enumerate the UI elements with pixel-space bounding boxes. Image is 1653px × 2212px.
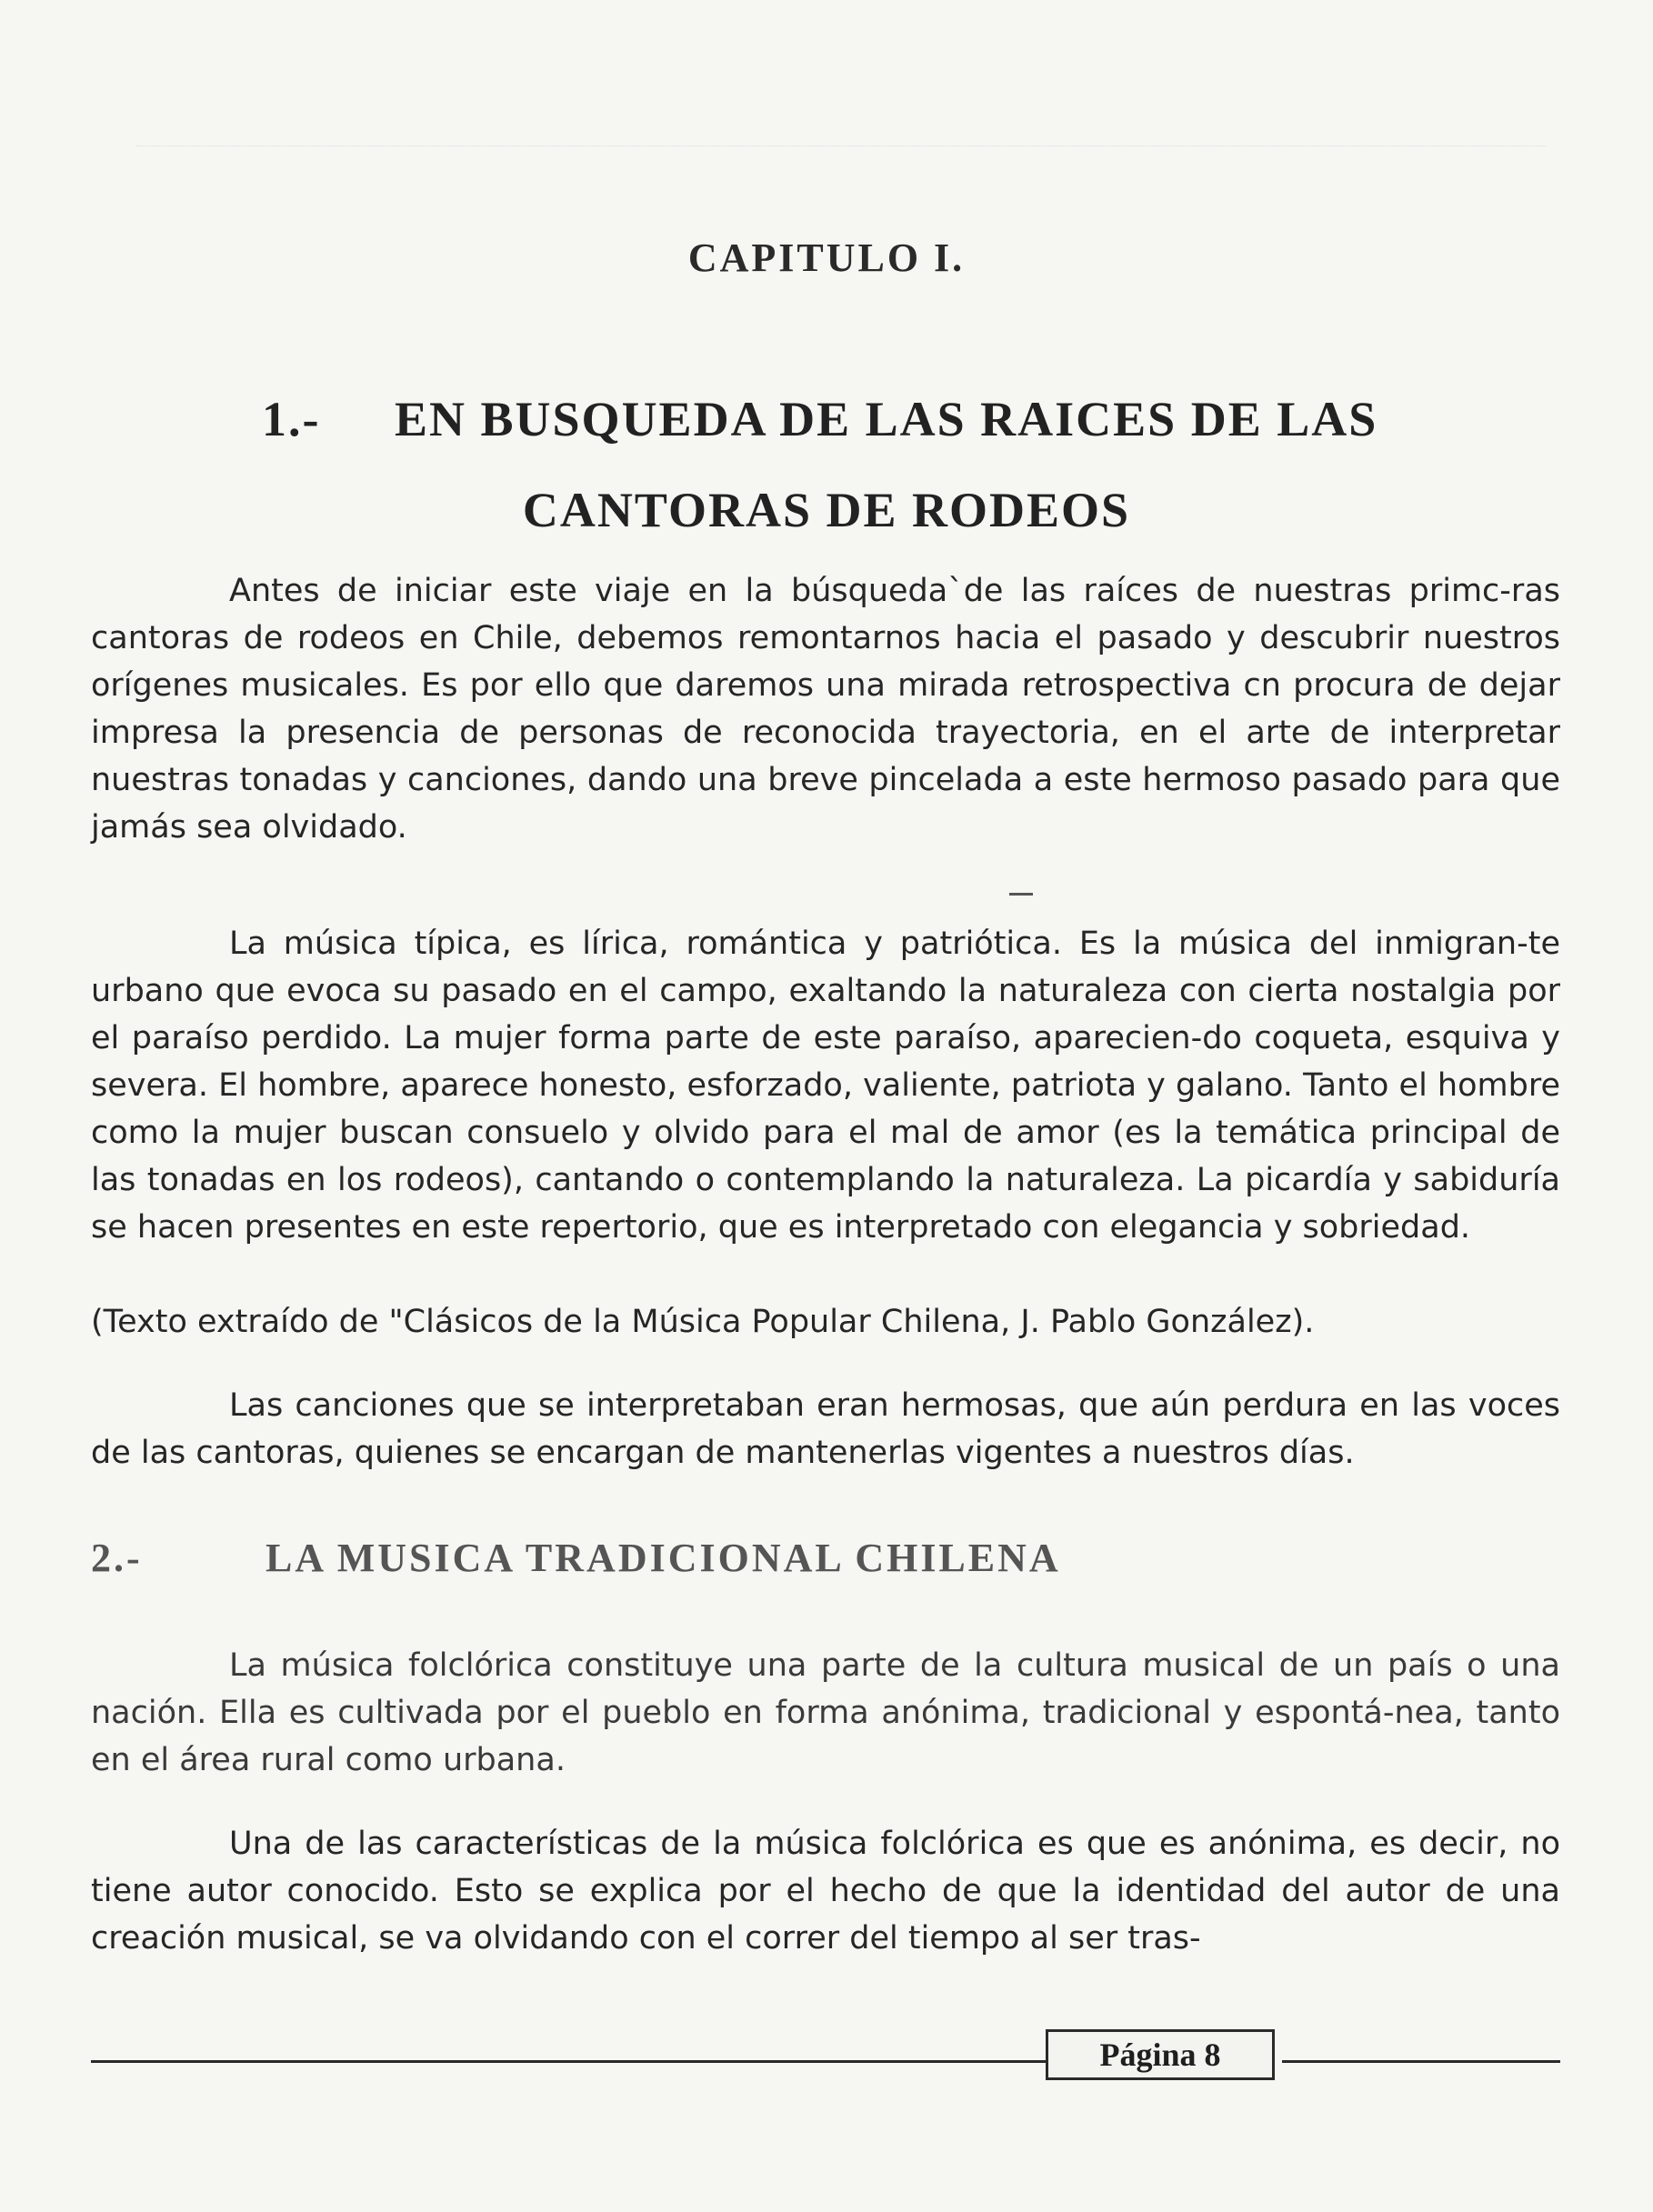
footer-rule-left bbox=[91, 2060, 1046, 2063]
section-2-title: LA MUSICA TRADICIONAL CHILENA bbox=[265, 1536, 1061, 1580]
scan-artifact bbox=[136, 145, 1546, 163]
section-1-number: 1.- bbox=[262, 392, 321, 446]
chapter-title: CAPITULO I. bbox=[687, 235, 966, 280]
paragraph-source-note: (Texto extraído de "Clásicos de la Música Popular Chilena, J. Pablo González). bbox=[91, 1304, 1315, 1340]
paragraph-musica-tipica: La música típica, es lírica, romántica y patriótica. Es la música del inmigran-te urbano que evoca su pasado en el campo, exaltando la naturaleza con cierta nostalgia por el paraíso perdido. La mujer forma parte de este paraíso, aparecien-do coqueta, esquiva y severa. El hombre, aparece honesto, esforzado, valiente, patriota y galano. Tanto el hombre como la mujer buscan consuelo y olvido para el mal de amor (es la temática principal de las tonadas en los rodeos), cantando o contemplando la naturaleza. La picardía y sabiduría se hacen presentes en este repertorio, que es interpretado con elegancia y sobriedad. bbox=[91, 926, 1560, 1246]
paragraph-caracteristicas: Una de las características de la música folclórica es que es anónima, es decir, no tiene autor conocido. Esto se explica por el hecho de que la identidad del autor de una creación musical, se va olvidando con el correr del tiempo al ser tras- bbox=[91, 1826, 1560, 1957]
dash-mark bbox=[1009, 893, 1033, 896]
paragraph-intro: Antes de iniciar este viaje en la búsqueda`de las raíces de nuestras primc-ras cantoras de rodeos en Chile, debemos remontarnos hacia el pasado y descubrir nuestros orígenes musicales. Es por ello que daremos una mirada retrospectiva cn procura de dejar impresa la presencia de personas de reconocida trayectoria, en el arte de interpretar nuestras tonadas y canciones, dando una breve pincelada a este hermoso pasado para que jamás sea olvidado. bbox=[91, 573, 1560, 846]
page-footer bbox=[91, 2029, 1560, 2080]
footer-rule-right bbox=[1282, 2060, 1560, 2063]
section-2-number: 2.- bbox=[91, 1536, 143, 1580]
paragraph-musica-folclorica: La música folclórica constituye una parte de la cultura musical de un país o una nación. Ella es cultivada por el pueblo en forma anónima, tradicional y espontá-nea, tanto en el área rural como urbana. bbox=[91, 1647, 1560, 1778]
page-number-box: Página 8 bbox=[1046, 2029, 1275, 2080]
section-1-title-line-2: CANTORAS DE RODEOS bbox=[522, 483, 1131, 537]
section-1-title-line-1: EN BUSQUEDA DE LAS RAICES DE LAS bbox=[395, 392, 1378, 446]
paragraph-canciones: Las canciones que se interpretaban eran hermosas, que aún perdura en las voces de las cantoras, quienes se encargan de mantenerlas vigentes a nuestros días. bbox=[91, 1387, 1560, 1471]
